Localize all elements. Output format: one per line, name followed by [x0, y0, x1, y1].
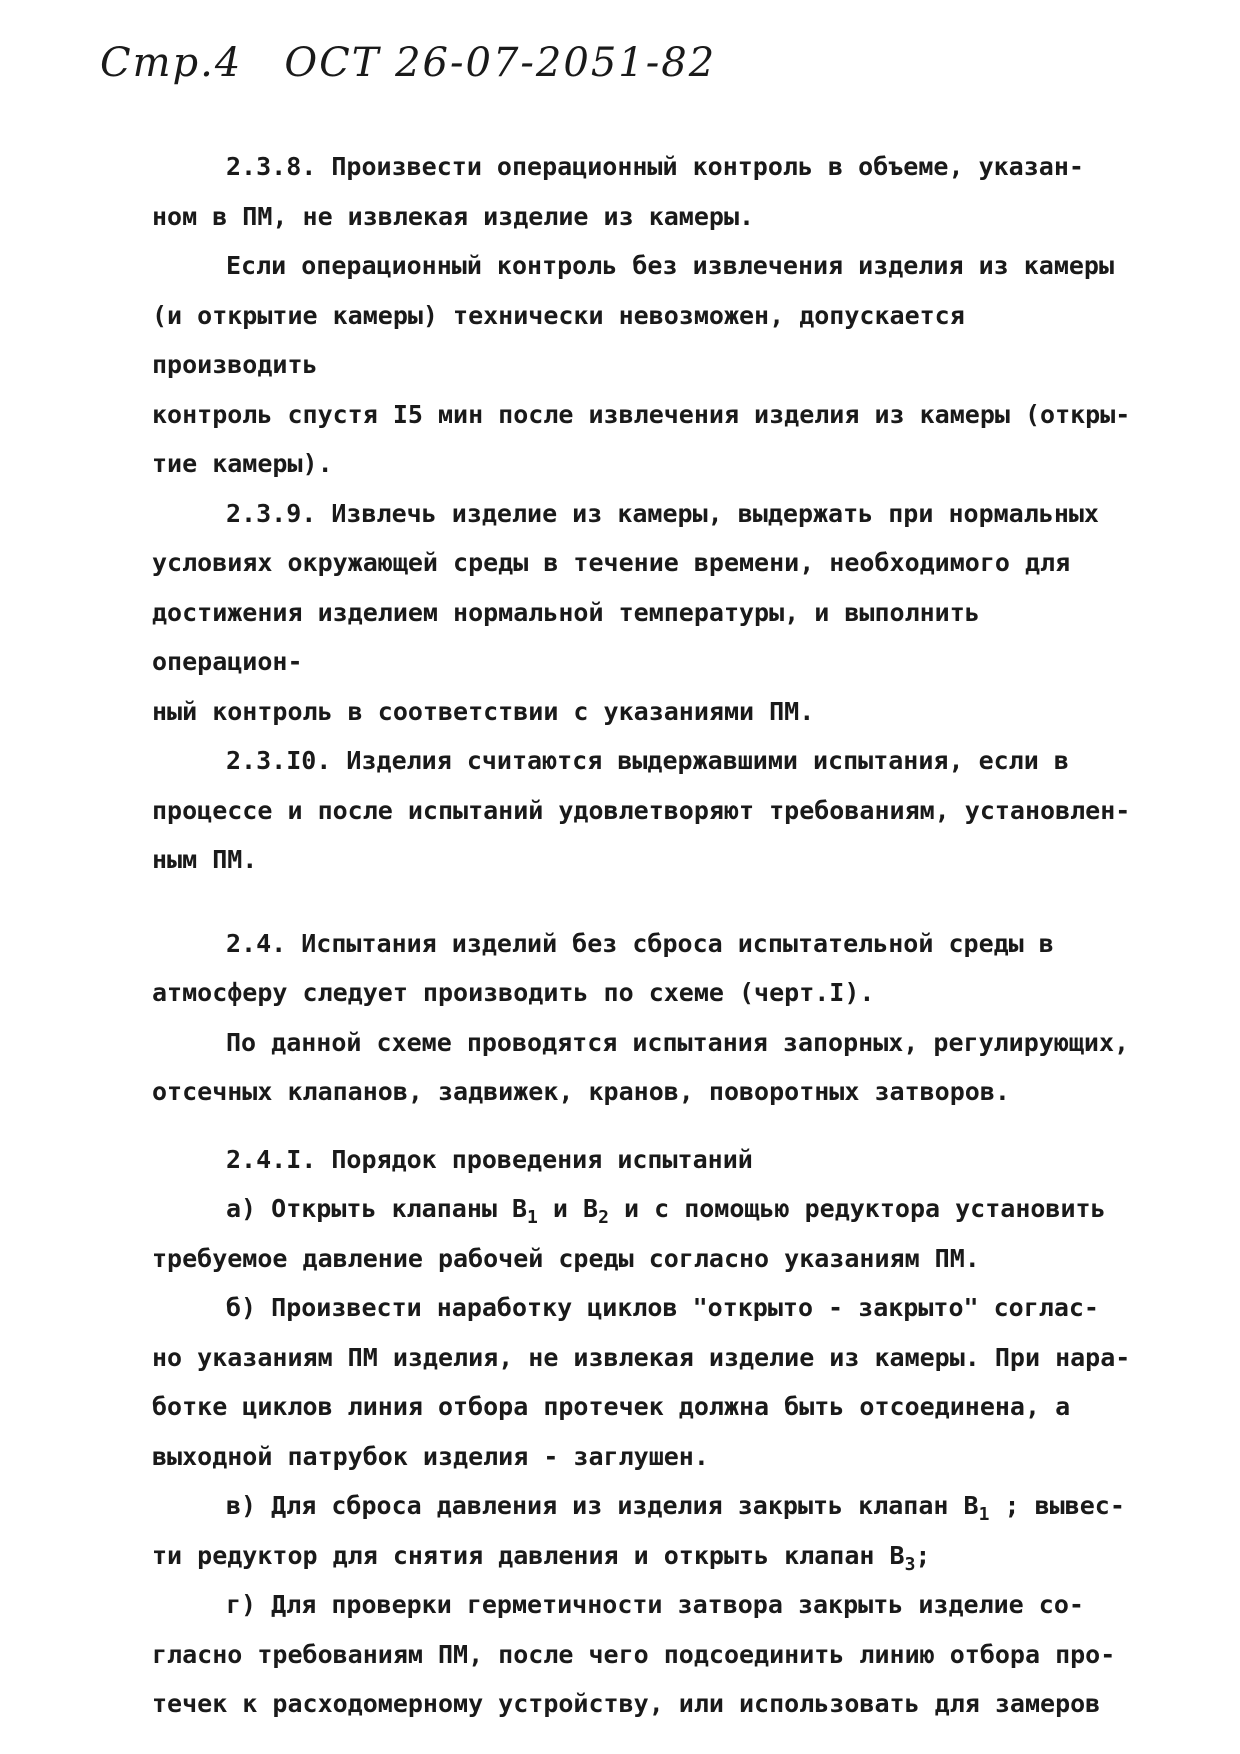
subscript: 3	[904, 1553, 916, 1575]
paragraph-line: условиях окружающей среды в течение времени, необходимого для	[152, 548, 1071, 577]
paragraph-line: 2.3.9. Извлечь изделие из камеры, выдержать при нормальных	[226, 498, 1099, 528]
text-fragment: и В	[537, 1194, 599, 1223]
text-fragment: и с помощью редуктора установить	[608, 1194, 1106, 1223]
subscript: 2	[598, 1207, 609, 1228]
paragraph-line: ном в ПМ, не извлекая изделие из камеры.	[152, 201, 755, 231]
page-header	[100, 40, 758, 86]
paragraph-line: выходной патрубок изделия - заглушен.	[152, 1441, 709, 1471]
paragraph-line: течек к расходомерному устройству, или использовать для замеров	[152, 1689, 1101, 1718]
paragraph-line: 2.3.8. Произвести операционный контроль в объеме, указан-	[226, 152, 1084, 181]
text-fragment: ти редуктор для снятия давления и открыть клапан В	[152, 1540, 905, 1570]
section-spacer	[152, 885, 1142, 919]
subscript: 1	[527, 1207, 538, 1228]
paragraph-line: атмосферу следует производить по схеме (черт.I).	[152, 978, 875, 1007]
paragraph-line: достижения изделием нормальной температуры, и выполнить операцион-	[152, 597, 980, 676]
text-fragment: ;	[915, 1540, 931, 1570]
paragraph-line: 2.3.I0. Изделия считаются выдержавшими испытания, если в	[226, 746, 1069, 775]
standard-code: ОСТ 26-07-2051-82	[284, 40, 717, 86]
paragraph-line: ботке циклов линия отбора протечек должна быть отсоединена, а	[152, 1392, 1071, 1421]
page-number: Стр.4	[100, 40, 243, 86]
text-fragment: а) Открыть клапаны В	[226, 1194, 528, 1223]
paragraph-line: Если операционный контроль без извлечения изделия из камеры	[226, 251, 1115, 280]
paragraph-line: гласно требованиям ПМ, после чего подсоединить линию отбора про-	[152, 1639, 1116, 1669]
subscript: 1	[978, 1504, 990, 1525]
paragraph-line: требуемое давление рабочей среды согласно указаниям ПМ.	[152, 1243, 980, 1273]
document-body	[152, 142, 1142, 1729]
paragraph-line: б) Произвести наработку циклов "открыто - закрыто" соглас-	[226, 1293, 1099, 1322]
paragraph-line	[152, 1184, 1142, 1234]
section-spacer	[152, 1117, 1142, 1135]
paragraph-line	[152, 1481, 1142, 1531]
subsection-title: 2.4.I. Порядок проведения испытаний	[226, 1144, 753, 1174]
text-fragment: ; вывес-	[989, 1491, 1125, 1520]
paragraph-line: тие камеры).	[152, 449, 333, 478]
paragraph-line: 2.4. Испытания изделий без сброса испытательной среды в	[226, 928, 1054, 958]
paragraph-line: контроль спустя I5 мин после извлечения изделия из камеры (откры-	[152, 399, 1131, 429]
paragraph-line: ный контроль в соответствии с указаниями ПМ.	[152, 696, 815, 726]
paragraph-line: г) Для проверки герметичности затвора закрыть изделие со-	[226, 1590, 1084, 1619]
paragraph-line: ным ПМ.	[152, 845, 258, 874]
paragraph-line: (и открытие камеры) технически невозможен, допускается производить	[152, 300, 965, 379]
paragraph-line: процессе и после испытаний удовлетворяют требованиям, установлен-	[152, 795, 1131, 825]
paragraph-line: отсечных клапанов, задвижек, кранов, поворотных затворов.	[152, 1077, 1010, 1106]
paragraph-line: но указаниям ПМ изделия, не извлекая изделие из камеры. При нара-	[152, 1342, 1131, 1372]
text-fragment: в) Для сброса давления из изделия закрыть клапан В	[226, 1491, 979, 1520]
paragraph-line	[152, 1531, 1142, 1581]
paragraph-line: По данной схеме проводятся испытания запорных, регулирующих,	[226, 1027, 1130, 1057]
